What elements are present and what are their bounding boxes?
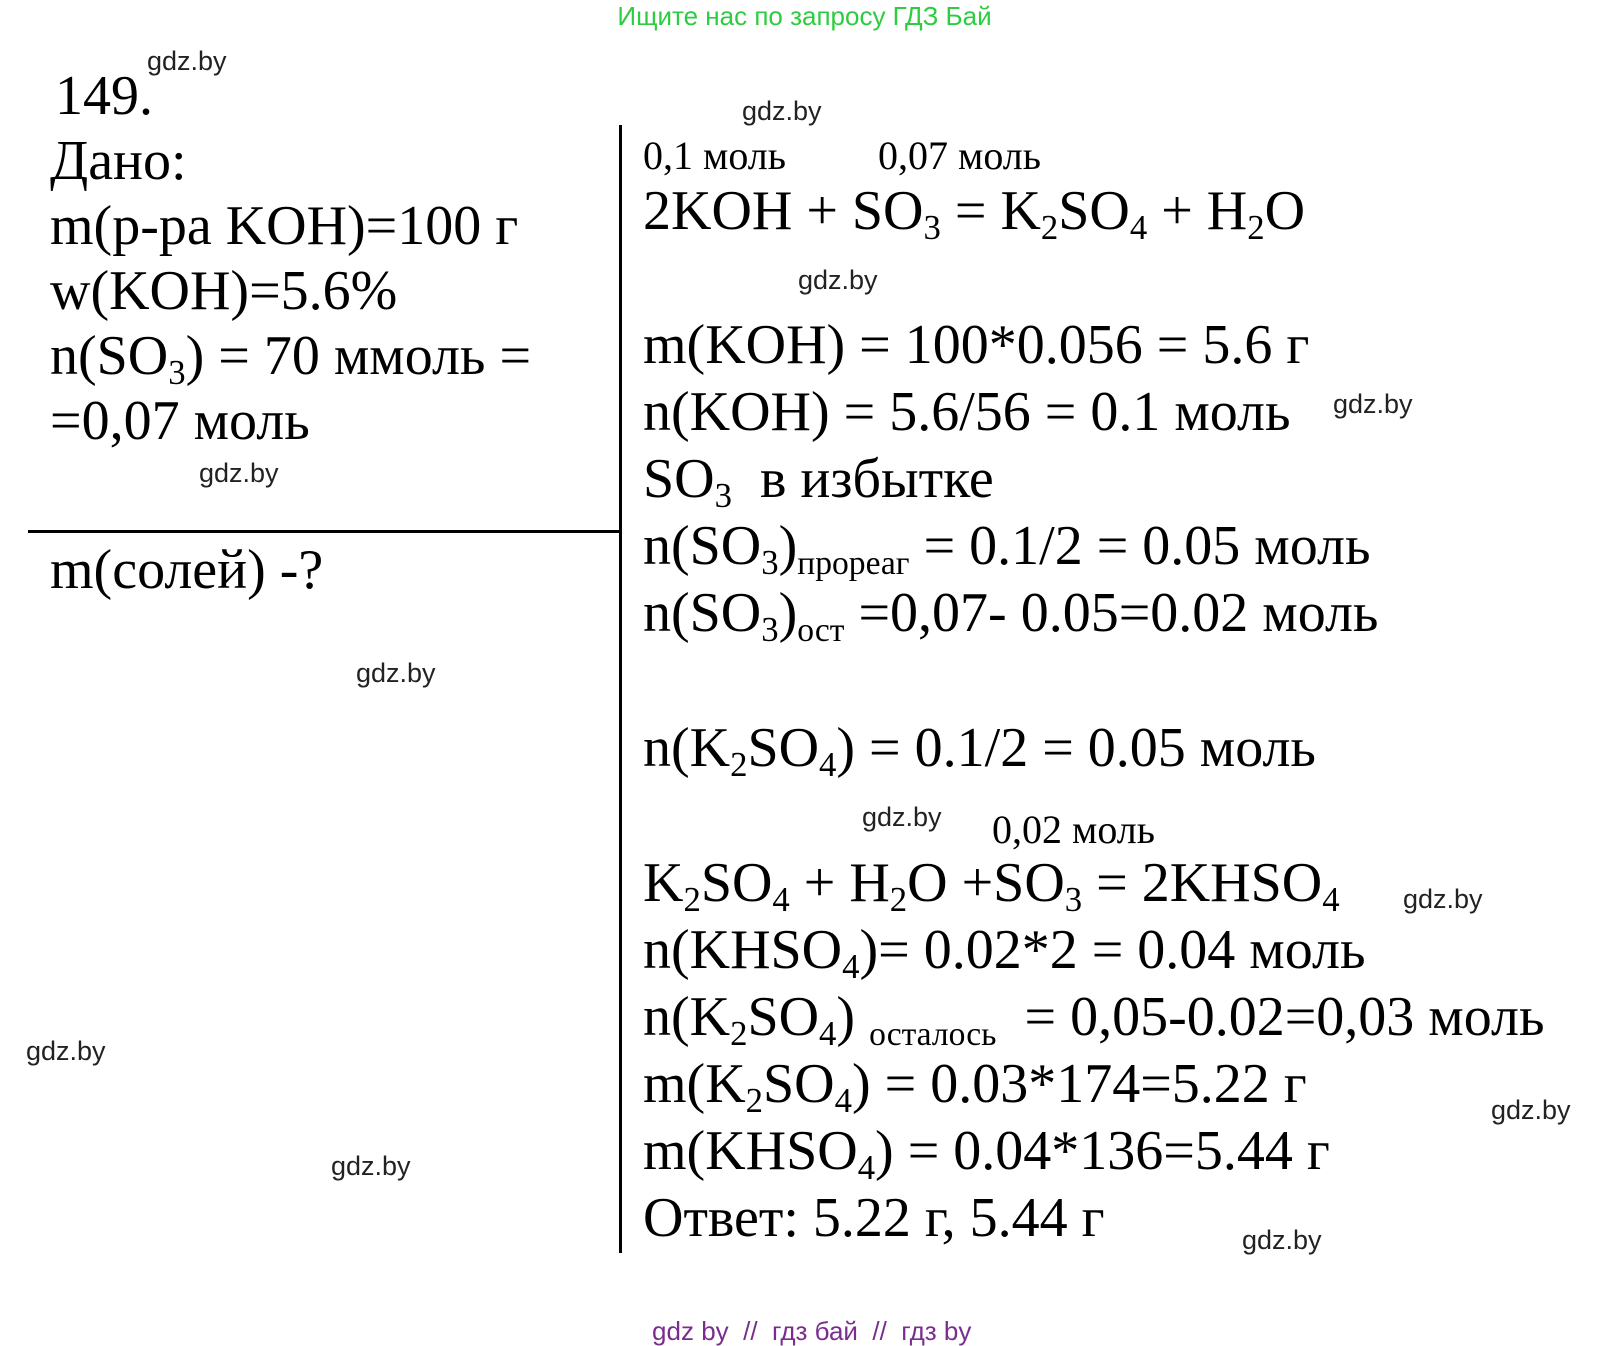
horizontal-divider (28, 530, 620, 533)
so3-reacted-line (643, 515, 1371, 583)
text: ) (836, 986, 870, 1048)
subscript: 2 (730, 1013, 748, 1053)
text: m(KHSO (643, 1120, 858, 1182)
so3-excess-line (643, 448, 994, 515)
subscript: 4 (1322, 879, 1340, 919)
subscript: 4 (819, 744, 837, 784)
text: K (643, 852, 684, 914)
watermark: gdz.by (1491, 1095, 1571, 1125)
footer-links (0, 1292, 1609, 1344)
watermark: gdz.by (798, 265, 878, 295)
subscript: 3 (714, 475, 732, 515)
moles-khso4-line (643, 919, 1366, 986)
given-solution-mass: m(р-ра KOH)=100 г (50, 195, 519, 257)
text: ) = 0.1/2 = 0.05 моль (836, 717, 1316, 779)
watermark: gdz.by (147, 46, 227, 76)
footer-link[interactable]: gdz by (652, 1316, 729, 1346)
text: n(SO (643, 582, 762, 644)
text: = 2KHSO (1082, 852, 1323, 914)
text: SO (763, 1053, 835, 1115)
watermark: gdz.by (1403, 884, 1483, 914)
watermark: gdz.by (1333, 389, 1413, 419)
search-banner: Ищите нас по запросу ГДЗ Бай (617, 1, 992, 31)
watermark: gdz.by (356, 658, 436, 688)
subscript: 4 (819, 1013, 837, 1053)
so3-remaining-line (643, 582, 1379, 650)
text: = 0.1/2 = 0.05 моль (909, 515, 1371, 577)
subscript: 3 (1064, 879, 1083, 919)
given-so3-moles: =0,07 моль (50, 390, 310, 452)
footer-link[interactable]: гдз by (901, 1316, 972, 1346)
subscript-label: ост (797, 612, 845, 650)
text: )= 0.02*2 = 0.04 моль (859, 919, 1366, 981)
text: ) (778, 582, 798, 644)
subscript-label: осталось (869, 1016, 997, 1054)
find-question: m(солей) -? (50, 539, 324, 601)
watermark: gdz.by (862, 802, 942, 832)
text: SO (747, 717, 820, 779)
mass-koh-line: m(KOH) = 100*0.056 = 5.6 г (643, 314, 1310, 376)
subscript: 2 (730, 744, 748, 784)
text: + H (1147, 180, 1248, 242)
subscript: 4 (834, 1080, 852, 1120)
answer-line: Ответ: 5.22 г, 5.44 г (643, 1187, 1105, 1249)
subscript: 3 (761, 609, 779, 649)
given-mass-fraction: w(KOH)=5.6% (50, 260, 398, 322)
subscript: 2 (1247, 207, 1265, 247)
vertical-divider (619, 125, 622, 1253)
given-title: Дано: (50, 130, 187, 192)
text: ) = 0.03*174=5.22 г (851, 1053, 1307, 1115)
separator: // (872, 1316, 887, 1346)
watermark: gdz.by (199, 458, 279, 488)
text: SO (747, 986, 820, 1048)
subscript: 3 (923, 207, 941, 247)
text: ) = 0.04*136=5.44 г (875, 1120, 1330, 1182)
footer-link[interactable]: гдз бай (772, 1316, 858, 1346)
text: = K (940, 180, 1041, 242)
text: в избытке (731, 448, 994, 510)
text: = 0,05-0.02=0,03 моль (996, 986, 1545, 1048)
text: ) (778, 515, 798, 577)
text: ) = 70 ммоль = (185, 325, 532, 387)
text: n(SO (50, 325, 169, 387)
text: 2KOH + SO (643, 180, 924, 242)
moles-k2so4-line (643, 717, 1316, 784)
watermark: gdz.by (1242, 1225, 1322, 1255)
subscript: 2 (889, 879, 908, 919)
text: + H (789, 852, 890, 914)
text: SO (643, 448, 715, 510)
text: n(K (643, 717, 731, 779)
mass-khso4-line (643, 1120, 1330, 1187)
text: n(KHSO (643, 919, 843, 981)
watermark: gdz.by (331, 1151, 411, 1181)
separator: // (743, 1316, 758, 1346)
text: SO (700, 852, 773, 914)
eq2-so3-moles: 0,02 моль (992, 807, 1155, 852)
text: n(SO (643, 515, 762, 577)
equation-1 (643, 180, 1306, 247)
subscript: 2 (1040, 207, 1059, 247)
subscript: 3 (761, 542, 779, 582)
text: O (1264, 180, 1306, 242)
given-so3-amount (50, 325, 532, 392)
k2so4-remaining-line (643, 986, 1545, 1054)
subscript: 3 (168, 352, 186, 392)
subscript-label: прореаг (797, 545, 910, 583)
problem-number: 149. (55, 65, 153, 127)
text: SO (1058, 180, 1130, 242)
watermark: gdz.by (26, 1036, 106, 1066)
text: =0,07- 0.05=0.02 моль (844, 582, 1379, 644)
moles-koh-line: n(KOH) = 5.6/56 = 0.1 моль (643, 381, 1291, 443)
subscript: 4 (842, 946, 860, 986)
eq1-so3-moles: 0,07 моль (878, 133, 1041, 178)
text: m(K (643, 1053, 746, 1115)
subscript: 2 (683, 879, 701, 919)
watermark: gdz.by (742, 96, 822, 126)
text: O +SO (907, 852, 1065, 914)
text: n(K (643, 986, 731, 1048)
equation-2 (643, 852, 1340, 919)
subscript: 4 (857, 1147, 876, 1187)
eq1-koh-moles: 0,1 моль (643, 133, 786, 178)
subscript: 4 (1129, 207, 1148, 247)
subscript: 4 (772, 879, 790, 919)
subscript: 2 (745, 1080, 764, 1120)
mass-k2so4-line (643, 1053, 1307, 1120)
